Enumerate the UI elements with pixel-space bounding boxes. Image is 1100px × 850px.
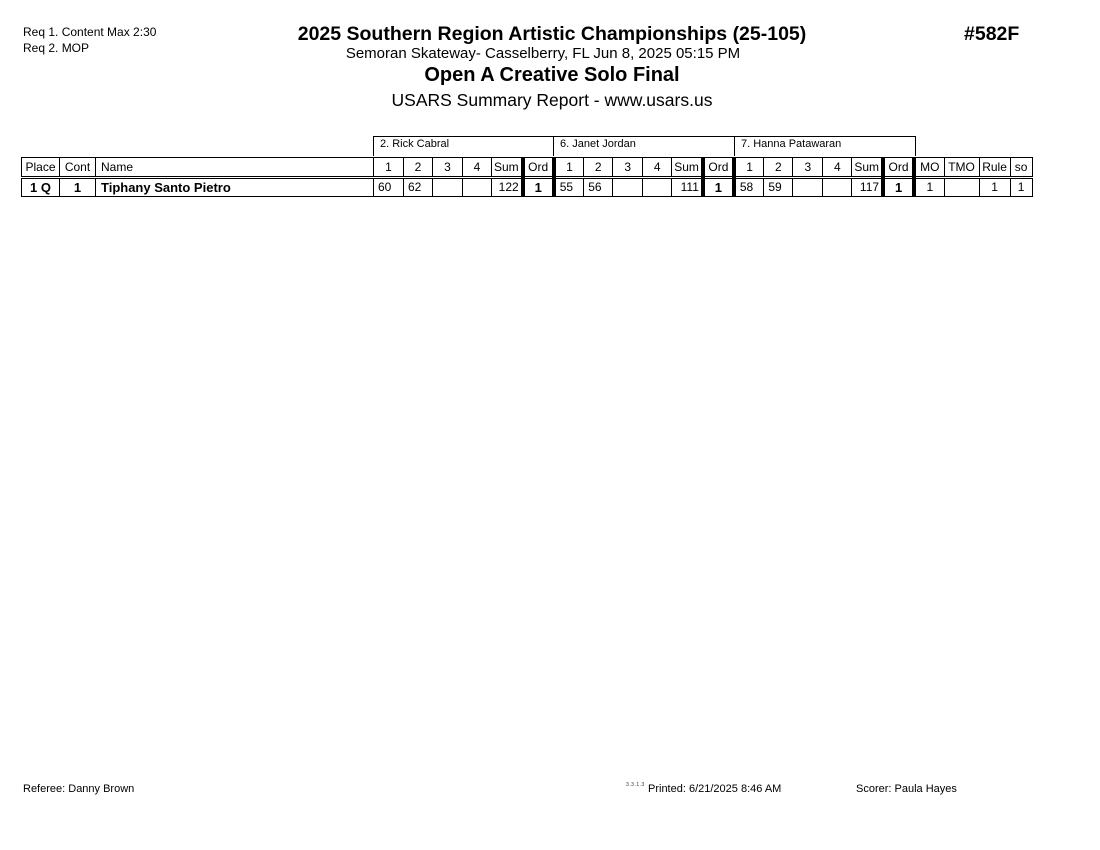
j3-ordinal: 1 [883, 178, 914, 197]
j3-sum: 117 [852, 178, 883, 197]
j1-score-1: 60 [374, 178, 404, 197]
place-cell: 1 Q [22, 178, 60, 197]
j1-ordinal: 1 [523, 178, 554, 197]
j2-score-4 [643, 178, 672, 197]
col-j1-sum: Sum [492, 158, 523, 178]
col-j3-ord: Ord [883, 158, 914, 178]
col-j2-4: 4 [643, 158, 672, 178]
judge-header-2: 6. Janet Jordan [553, 136, 735, 156]
j1-score-4 [463, 178, 492, 197]
col-j1-1: 1 [374, 158, 404, 178]
event-title: Open A Creative Solo Final [424, 64, 680, 86]
col-name: Name [96, 158, 374, 178]
table-row [22, 178, 1033, 197]
col-j3-4: 4 [823, 158, 852, 178]
col-j2-3: 3 [613, 158, 643, 178]
col-j3-2: 2 [764, 158, 793, 178]
mo-cell: 1 [914, 178, 944, 197]
j1-score-3 [433, 178, 463, 197]
col-place: Place [22, 158, 60, 178]
printed-timestamp: Printed: 6/21/2025 8:46 AM [648, 783, 782, 795]
col-rule: Rule [979, 158, 1010, 178]
competition-title: 2025 Southern Region Artistic Championships (25-105) [297, 23, 807, 45]
col-j1-4: 4 [463, 158, 492, 178]
col-tmo: TMO [944, 158, 979, 178]
version-mark: 3.3.1.3 [626, 782, 645, 788]
event-code: #582F [964, 23, 1020, 45]
j3-score-1: 58 [734, 178, 764, 197]
requirement-1: Req 1. Content Max 2:30 [23, 25, 157, 39]
so-cell: 1 [1010, 178, 1032, 197]
requirement-2: Req 2. MOP [23, 41, 90, 55]
col-j2-ord: Ord [703, 158, 734, 178]
col-cont: Cont [60, 158, 96, 178]
judge-header-1: 2. Rick Cabral [373, 136, 554, 156]
tmo-cell [944, 178, 979, 197]
col-j1-2: 2 [404, 158, 433, 178]
skater-name: Tiphany Santo Pietro [96, 178, 374, 197]
col-j2-1: 1 [554, 158, 584, 178]
col-j1-ord: Ord [523, 158, 554, 178]
col-j3-3: 3 [793, 158, 823, 178]
j2-sum: 111 [672, 178, 703, 197]
venue-date: Semoran Skateway- Casselberry, FL Jun 8, 2025 05:15 PM [345, 45, 741, 62]
j2-score-3 [613, 178, 643, 197]
col-j3-sum: Sum [852, 158, 883, 178]
scorer: Scorer: Paula Hayes [856, 783, 957, 795]
col-so: so [1010, 158, 1032, 178]
j2-score-1: 55 [554, 178, 584, 197]
col-j1-3: 3 [433, 158, 463, 178]
report-title: USARS Summary Report - www.usars.us [391, 90, 713, 110]
j2-score-2: 56 [584, 178, 613, 197]
col-j3-1: 1 [734, 158, 764, 178]
j2-ordinal: 1 [703, 178, 734, 197]
j3-score-3 [793, 178, 823, 197]
column-header-row [22, 158, 1033, 178]
col-j2-sum: Sum [672, 158, 703, 178]
col-j2-2: 2 [584, 158, 613, 178]
cont-cell: 1 [60, 178, 96, 197]
col-mo: MO [914, 158, 944, 178]
j3-score-4 [823, 178, 852, 197]
rule-cell: 1 [979, 178, 1010, 197]
referee: Referee: Danny Brown [23, 783, 135, 795]
judge-header-3: 7. Hanna Patawaran [734, 136, 916, 156]
j1-score-2: 62 [404, 178, 433, 197]
j1-sum: 122 [492, 178, 523, 197]
j3-score-2: 59 [764, 178, 793, 197]
results-table [21, 157, 1033, 197]
